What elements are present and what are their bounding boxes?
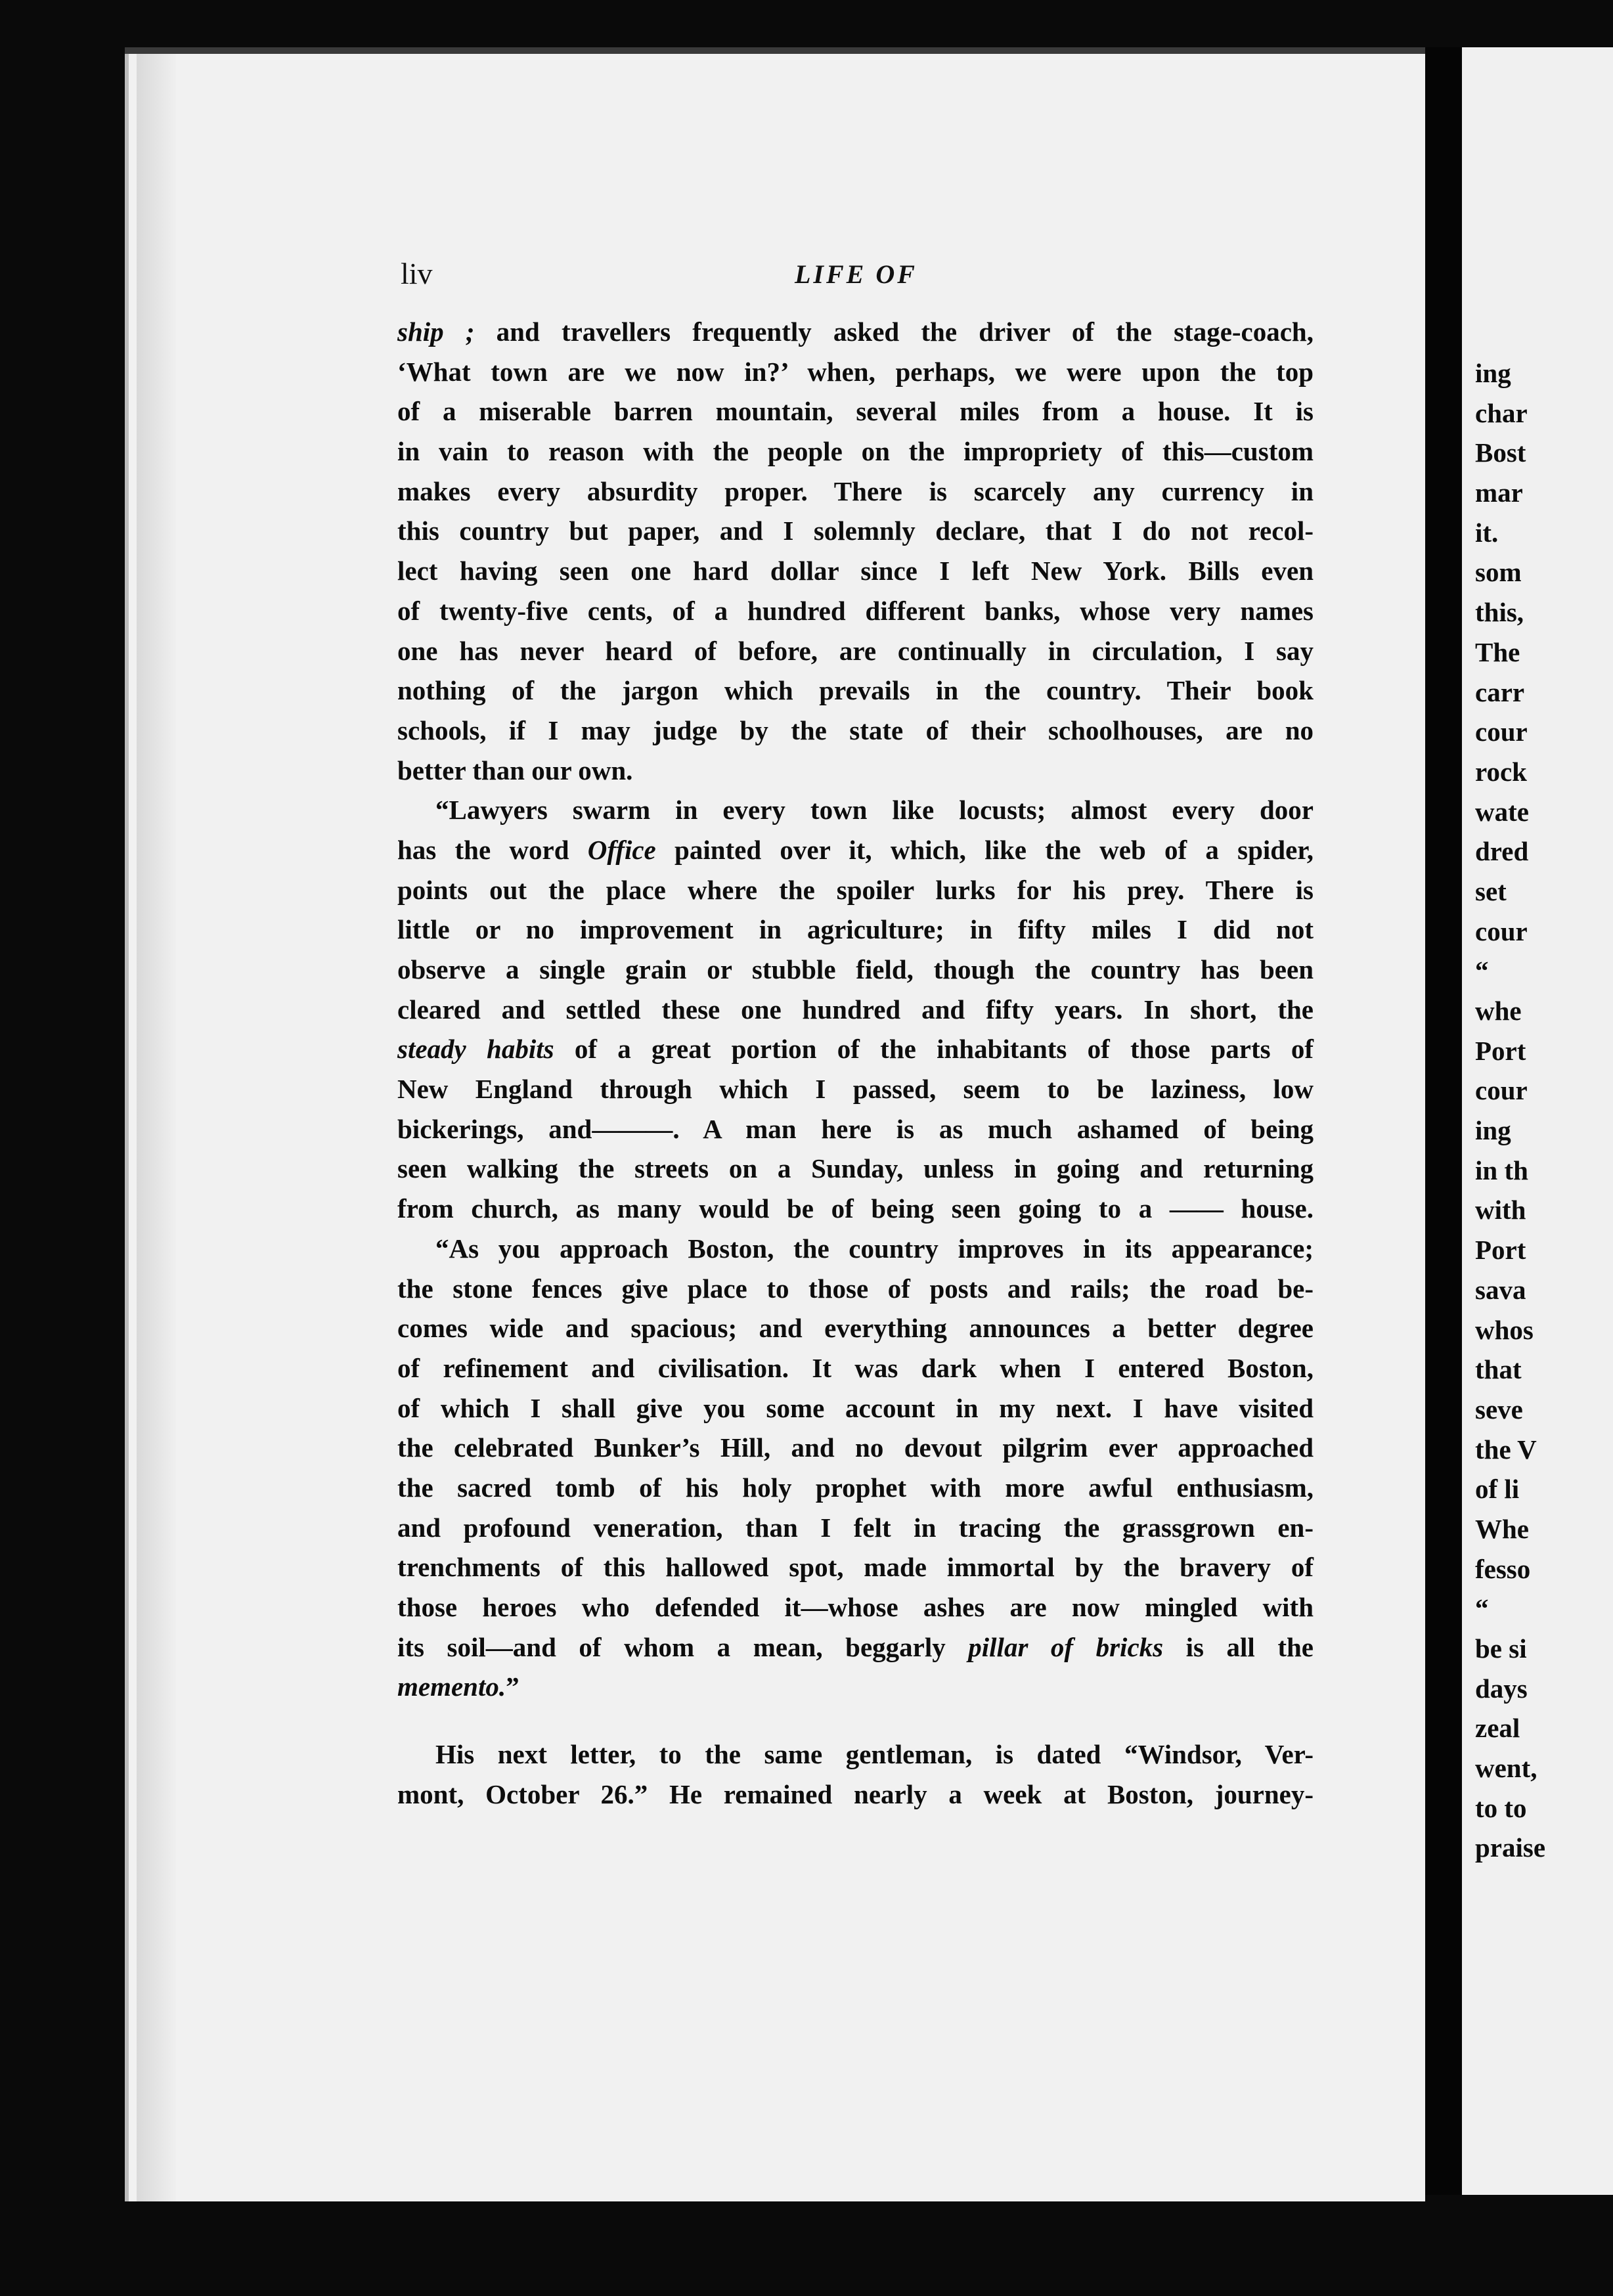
- text-run: little or no improvement in agriculture; in fifty miles I did not: [397, 914, 1314, 945]
- text-line: [397, 431, 1314, 472]
- text-line: [397, 1388, 1314, 1428]
- text-run: mont, October 26.” He remained nearly a week at Boston, journey-: [397, 1778, 1314, 1809]
- text-run: “As you approach Boston, the country improves in its appearance;: [435, 1233, 1314, 1264]
- body-text: [397, 312, 1314, 1814]
- text-line: [397, 472, 1314, 512]
- text-run: in vain to reason with the people on the impropriety of this—custom: [397, 436, 1314, 467]
- facing-page-line-fragment: days: [1475, 1673, 1528, 1704]
- facing-page-line-fragment: fesso: [1475, 1553, 1531, 1584]
- facing-page-line-fragment: dred: [1475, 836, 1529, 867]
- facing-page-line-fragment: went,: [1475, 1753, 1537, 1784]
- italic-run: steady habits: [397, 1034, 554, 1065]
- text-run: the stone fences give place to those of posts and rails; the road be-: [397, 1273, 1314, 1304]
- text-line: [397, 1189, 1314, 1229]
- text-line: [397, 1508, 1314, 1548]
- facing-page-line-fragment: set: [1475, 875, 1507, 906]
- text-line: [397, 1109, 1314, 1149]
- facing-page-line-fragment: Whe: [1475, 1513, 1529, 1544]
- text-line: [397, 870, 1314, 910]
- text-run: the sacred tomb of his holy prophet with more awful enthusiasm,: [397, 1472, 1314, 1503]
- text-line: [397, 990, 1314, 1030]
- text-run: makes every absurdity proper. There is scarcely any currency in: [397, 475, 1314, 506]
- facing-page-line-fragment: that: [1475, 1354, 1522, 1385]
- facing-page-line-fragment: cour: [1475, 1075, 1528, 1106]
- text-run: of a miserable barren mountain, several miles from a house. It is: [397, 396, 1314, 427]
- text-run: “Lawyers swarm in every town like locusts; almost every door: [435, 795, 1314, 826]
- text-line: [397, 391, 1314, 431]
- text-line: [397, 511, 1314, 551]
- text-line: [397, 1229, 1314, 1269]
- text-line: [397, 1667, 1314, 1707]
- text-line: [397, 352, 1314, 392]
- facing-page-line-fragment: be si: [1475, 1633, 1527, 1664]
- text-run: of a great portion of the inhabitants of those parts of: [554, 1034, 1314, 1065]
- text-line: [397, 711, 1314, 751]
- italic-run: Office: [587, 834, 656, 865]
- facing-page-line-fragment: it.: [1475, 517, 1499, 548]
- text-run: its soil—and of whom a mean, beggarly: [397, 1631, 969, 1662]
- page-header: [401, 256, 1314, 302]
- text-line: [397, 1734, 1314, 1775]
- text-line: [397, 1149, 1314, 1189]
- text-line: [397, 1308, 1314, 1348]
- text-run: seen walking the streets on a Sunday, unless in going and returning: [397, 1153, 1314, 1184]
- text-line: [397, 551, 1314, 591]
- facing-page: [1462, 47, 1613, 2195]
- text-run: comes wide and spacious; and everything announces a better degree: [397, 1313, 1314, 1344]
- facing-page-line-fragment: wate: [1475, 796, 1529, 827]
- text-line: [397, 1627, 1314, 1667]
- text-run: better than our own.: [397, 755, 633, 785]
- facing-page-line-fragment: praise: [1475, 1832, 1546, 1863]
- text-run: of which I shall give you some account in my next. I have visited: [397, 1392, 1314, 1423]
- page-edge-shadow: [137, 54, 176, 2201]
- text-line: [397, 671, 1314, 711]
- facing-page-line-fragment: zeal: [1475, 1713, 1520, 1744]
- text-run: of twenty-five cents, of a hundred different banks, whose very names: [397, 595, 1314, 626]
- facing-page-line-fragment: seve: [1475, 1394, 1523, 1424]
- text-line: [397, 312, 1314, 352]
- text-line: [397, 1069, 1314, 1109]
- text-line: [397, 591, 1314, 631]
- facing-page-line-fragment: to to: [1475, 1792, 1527, 1823]
- text-line: [397, 1587, 1314, 1627]
- page-number: liv: [401, 257, 433, 290]
- facing-page-line-fragment: of li: [1475, 1474, 1520, 1505]
- text-run: New England through which I passed, seem to be laziness, low: [397, 1074, 1314, 1105]
- text-line: [397, 751, 1314, 791]
- text-run: is all the: [1163, 1631, 1314, 1662]
- text-run: His next letter, to the same gentleman, is dated “Windsor, Ver-: [435, 1739, 1314, 1770]
- facing-page-text: [1475, 353, 1613, 1868]
- facing-page-line-fragment: carr: [1475, 676, 1525, 707]
- italic-run: memento.: [397, 1671, 506, 1702]
- facing-page-line-fragment: whos: [1475, 1314, 1534, 1345]
- facing-page-line-fragment: the V: [1475, 1434, 1537, 1465]
- facing-page-line-fragment: ing: [1475, 358, 1511, 388]
- italic-run: ship ;: [397, 317, 475, 347]
- text-run: of refinement and civilisation. It was dark when I entered Boston,: [397, 1352, 1314, 1383]
- text-line: [397, 1269, 1314, 1309]
- text-line: [397, 631, 1314, 671]
- text-line: [397, 1775, 1314, 1815]
- text-run: ‘What town are we now in?’ when, perhaps, we were upon the top: [397, 356, 1314, 387]
- text-run: and profound veneration, than I felt in tracing the grassgrown en-: [397, 1512, 1314, 1543]
- text-line: [397, 910, 1314, 950]
- facing-page-line-fragment: this,: [1475, 597, 1524, 628]
- facing-page-line-fragment: The: [1475, 636, 1520, 667]
- facing-page-line-fragment: sava: [1475, 1274, 1526, 1305]
- text-run: cleared and settled these one hundred and fifty years. In short, the: [397, 994, 1314, 1025]
- text-run: trenchments of this hallowed spot, made immortal by the bravery of: [397, 1552, 1314, 1583]
- facing-page-line-fragment: ing: [1475, 1115, 1511, 1146]
- facing-page-line-fragment: “: [1475, 956, 1489, 986]
- text-run: this country but paper, and I solemnly declare, that I do not recol-: [397, 516, 1314, 546]
- text-run: has the word: [397, 834, 588, 865]
- text-run: schools, if I may judge by the state of their schoolhouses, are no: [397, 715, 1314, 745]
- facing-page-line-fragment: som: [1475, 557, 1522, 588]
- facing-page-line-fragment: rock: [1475, 756, 1527, 787]
- italic-run: pillar of bricks: [968, 1631, 1164, 1662]
- text-line: [397, 830, 1314, 870]
- paragraph-gap: [397, 1707, 1314, 1734]
- running-head: LIFE OF: [795, 259, 917, 289]
- text-run: observe a single grain or stubble field, though the country has been: [397, 954, 1314, 984]
- text-line: [397, 1547, 1314, 1587]
- facing-page-line-fragment: cour: [1475, 916, 1528, 946]
- facing-page-line-fragment: Bost: [1475, 437, 1526, 468]
- text-run: points out the place where the spoiler lurks for his prey. There is: [397, 874, 1314, 905]
- facing-page-line-fragment: char: [1475, 397, 1528, 428]
- text-line: [397, 1348, 1314, 1388]
- text-line: [397, 790, 1314, 830]
- facing-page-line-fragment: with: [1475, 1195, 1526, 1225]
- text-line: [397, 1029, 1314, 1069]
- text-line: [397, 1428, 1314, 1468]
- text-line: [397, 950, 1314, 990]
- facing-page-line-fragment: in th: [1475, 1155, 1528, 1185]
- book-gutter: [1425, 47, 1462, 2195]
- text-line: [397, 1468, 1314, 1508]
- text-run: nothing of the jargon which prevails in the country. Their book: [397, 675, 1314, 706]
- text-run: the celebrated Bunker’s Hill, and no devout pilgrim ever approached: [397, 1432, 1314, 1463]
- facing-page-line-fragment: whe: [1475, 996, 1522, 1026]
- facing-page-line-fragment: Port: [1475, 1035, 1526, 1066]
- text-run: bickerings, and———. A man here is as much ashamed of being: [397, 1113, 1314, 1144]
- facing-page-line-fragment: cour: [1475, 717, 1528, 747]
- text-run: painted over it, which, like the web of a spider,: [655, 834, 1314, 865]
- text-run: those heroes who defended it—whose ashes are now mingled with: [397, 1592, 1314, 1622]
- text-run: from church, as many would be of being seen going to a —— house.: [397, 1193, 1314, 1224]
- facing-page-line-fragment: “: [1475, 1593, 1489, 1624]
- text-run: and travellers frequently asked the driver of the stage-coach,: [474, 317, 1314, 347]
- text-run: lect having seen one hard dollar since I left New York. Bills even: [397, 556, 1314, 586]
- text-run: ”: [506, 1671, 519, 1702]
- facing-page-line-fragment: Port: [1475, 1235, 1526, 1266]
- facing-page-line-fragment: mar: [1475, 477, 1523, 508]
- text-run: one has never heard of before, are continually in circulation, I say: [397, 635, 1314, 666]
